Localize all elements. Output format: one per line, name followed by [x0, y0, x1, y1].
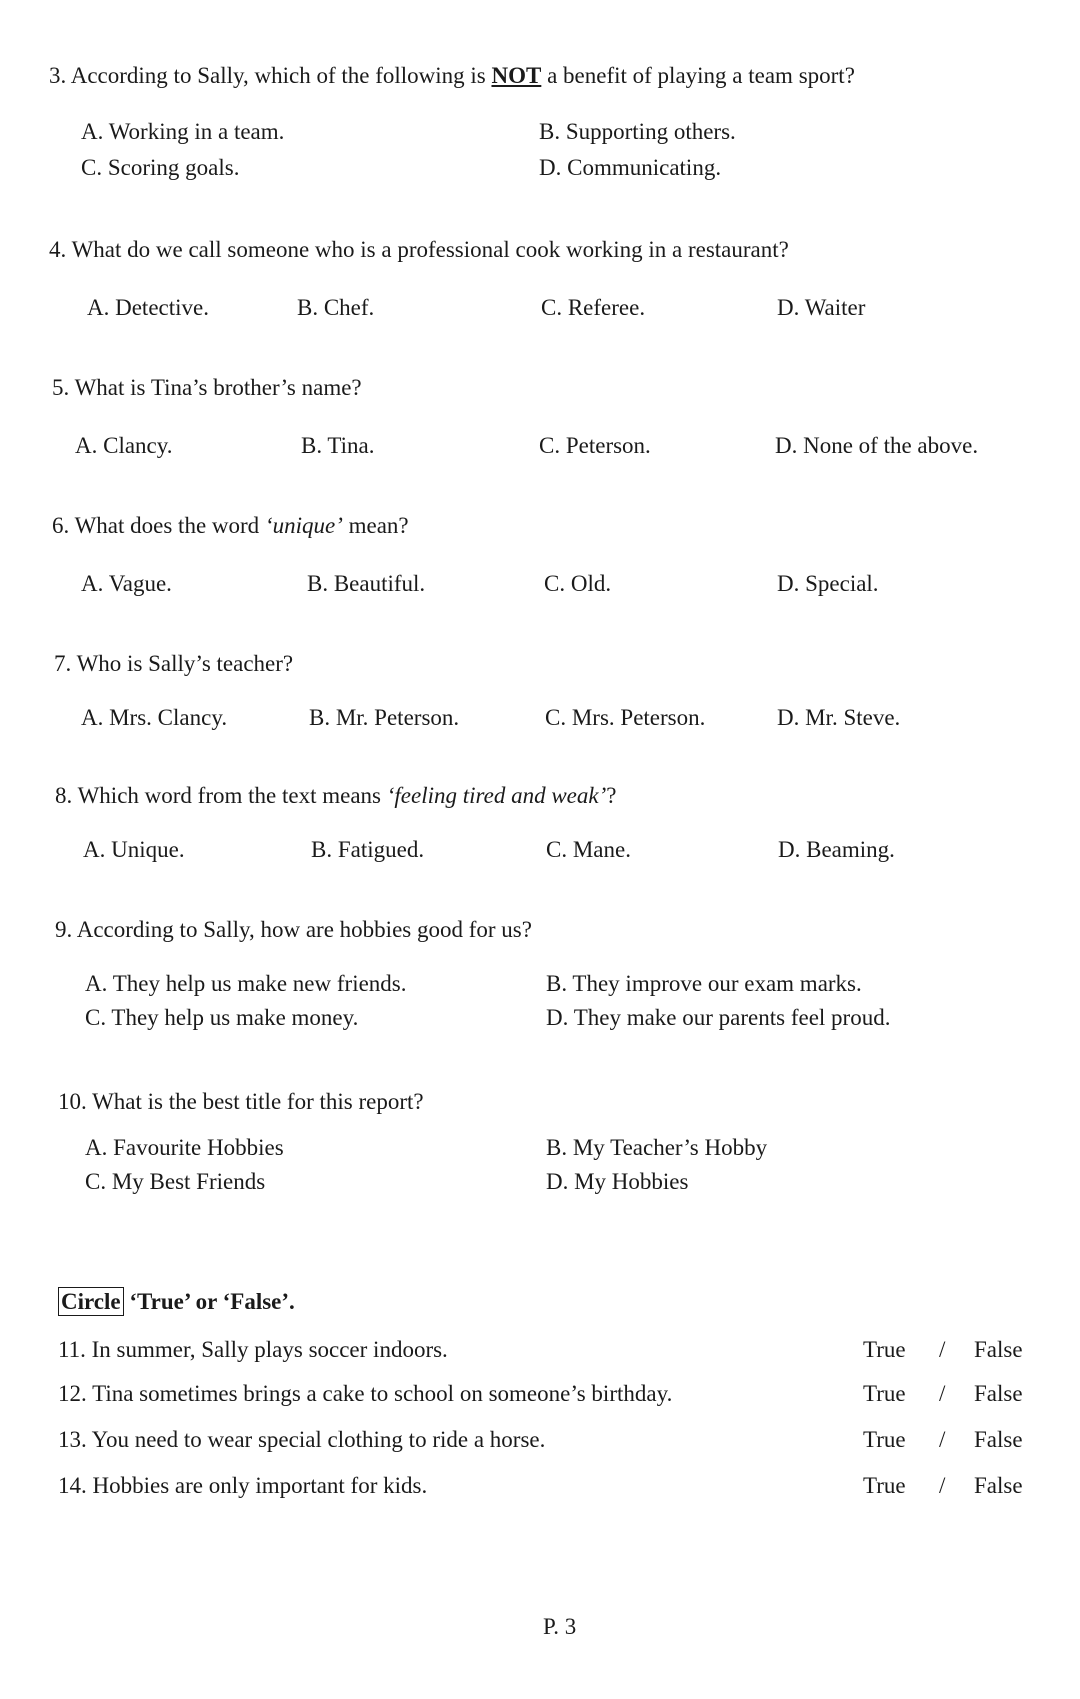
option-5b: B. Tina. — [301, 433, 375, 458]
false-option[interactable]: False — [974, 1337, 1023, 1362]
circle-box: Circle — [58, 1287, 124, 1316]
option-6d: D. Special. — [777, 571, 879, 596]
slash-separator: / — [939, 1427, 946, 1452]
false-option[interactable]: False — [974, 1427, 1023, 1452]
question-7 — [54, 652, 293, 675]
question-number: 6. — [52, 513, 70, 538]
question-number: 4. — [49, 237, 67, 262]
option-3c: C. Scoring goals. — [81, 155, 240, 180]
false-option[interactable]: False — [974, 1381, 1023, 1406]
question-8 — [55, 784, 616, 807]
option-8d: D. Beaming. — [778, 837, 895, 862]
true-option[interactable]: True — [863, 1381, 906, 1406]
emphasis-phrase: ‘feeling tired and weak’ — [386, 783, 607, 808]
option-10c: C. My Best Friends — [85, 1169, 266, 1194]
option-8a: A. Unique. — [83, 837, 185, 862]
true-option[interactable]: True — [863, 1337, 906, 1362]
question-text: Who is Sally’s teacher? — [76, 651, 294, 676]
question-text: According to Sally, which of the following is NOT a benefit of playing a team sport? — [70, 63, 855, 88]
true-option[interactable]: True — [863, 1427, 906, 1452]
option-7a: A. Mrs. Clancy. — [81, 705, 228, 730]
option-4a: A. Detective. — [87, 295, 209, 320]
tf-answer-11 — [863, 1338, 1033, 1364]
tf-statement-14: 14. Hobbies are only important for kids. — [58, 1473, 428, 1498]
option-6b: B. Beautiful. — [307, 571, 426, 596]
tf-instruction — [58, 1290, 295, 1313]
tf-statement-11: 11. In summer, Sally plays soccer indoors. — [58, 1337, 448, 1362]
option-10a: A. Favourite Hobbies — [85, 1135, 284, 1160]
question-4 — [49, 238, 789, 261]
true-option[interactable]: True — [863, 1473, 906, 1498]
question-9 — [55, 918, 532, 941]
option-4d: D. Waiter — [777, 295, 866, 320]
question-number: 7. — [54, 651, 72, 676]
option-3d: D. Communicating. — [539, 155, 722, 180]
tf-statement-13: 13. You need to wear special clothing to ride a horse. — [58, 1427, 546, 1452]
question-number: 10. — [58, 1089, 87, 1114]
false-option[interactable]: False — [974, 1473, 1023, 1498]
option-6a: A. Vague. — [81, 571, 172, 596]
option-10b: B. My Teacher’s Hobby — [546, 1135, 768, 1160]
question-10 — [58, 1090, 424, 1113]
question-5 — [52, 376, 362, 399]
option-10d: D. My Hobbies — [546, 1169, 689, 1194]
question-text: What is Tina’s brother’s name? — [74, 375, 362, 400]
question-number: 9. — [55, 917, 73, 942]
option-6c: C. Old. — [544, 571, 612, 596]
question-text: What does the word ‘unique’ mean? — [74, 513, 409, 538]
question-3 — [49, 64, 855, 87]
tf-answer-13 — [863, 1428, 1033, 1454]
option-8c: C. Mane. — [546, 837, 631, 862]
page-number: P. 3 — [543, 1614, 577, 1639]
option-5a: A. Clancy. — [75, 433, 173, 458]
slash-separator: / — [939, 1381, 946, 1406]
slash-separator: / — [939, 1337, 946, 1362]
question-number: 5. — [52, 375, 70, 400]
option-8b: B. Fatigued. — [311, 837, 425, 862]
tf-statement-12: 12. Tina sometimes brings a cake to school on someone’s birthday. — [58, 1381, 673, 1406]
question-text: Which word from the text means ‘feeling tired and weak’? — [77, 783, 617, 808]
tf-answer-14 — [863, 1474, 1033, 1500]
option-9b: B. They improve our exam marks. — [546, 971, 862, 996]
question-text: What is the best title for this report? — [92, 1089, 424, 1114]
option-7b: B. Mr. Peterson. — [309, 705, 460, 730]
option-4c: C. Referee. — [541, 295, 646, 320]
question-6 — [52, 514, 409, 537]
tf-instruction-text: ‘True’ or ‘False’. — [129, 1289, 295, 1314]
tf-answer-12 — [863, 1382, 1033, 1408]
option-9d: D. They make our parents feel proud. — [546, 1005, 891, 1030]
option-9a: A. They help us make new friends. — [85, 971, 407, 996]
question-text: According to Sally, how are hobbies good for us? — [76, 917, 532, 942]
question-number: 8. — [55, 783, 73, 808]
option-7c: C. Mrs. Peterson. — [545, 705, 706, 730]
question-number: 3. — [49, 63, 67, 88]
emphasis-not: NOT — [491, 63, 542, 88]
option-7d: D. Mr. Steve. — [777, 705, 901, 730]
option-5c: C. Peterson. — [539, 433, 651, 458]
option-9c: C. They help us make money. — [85, 1005, 359, 1030]
option-3b: B. Supporting others. — [539, 119, 736, 144]
option-3a: A. Working in a team. — [81, 119, 285, 144]
question-text: What do we call someone who is a professional cook working in a restaurant? — [71, 237, 789, 262]
option-5d: D. None of the above. — [775, 433, 979, 458]
slash-separator: / — [939, 1473, 946, 1498]
option-4b: B. Chef. — [297, 295, 375, 320]
emphasis-word: ‘unique’ — [264, 513, 343, 538]
